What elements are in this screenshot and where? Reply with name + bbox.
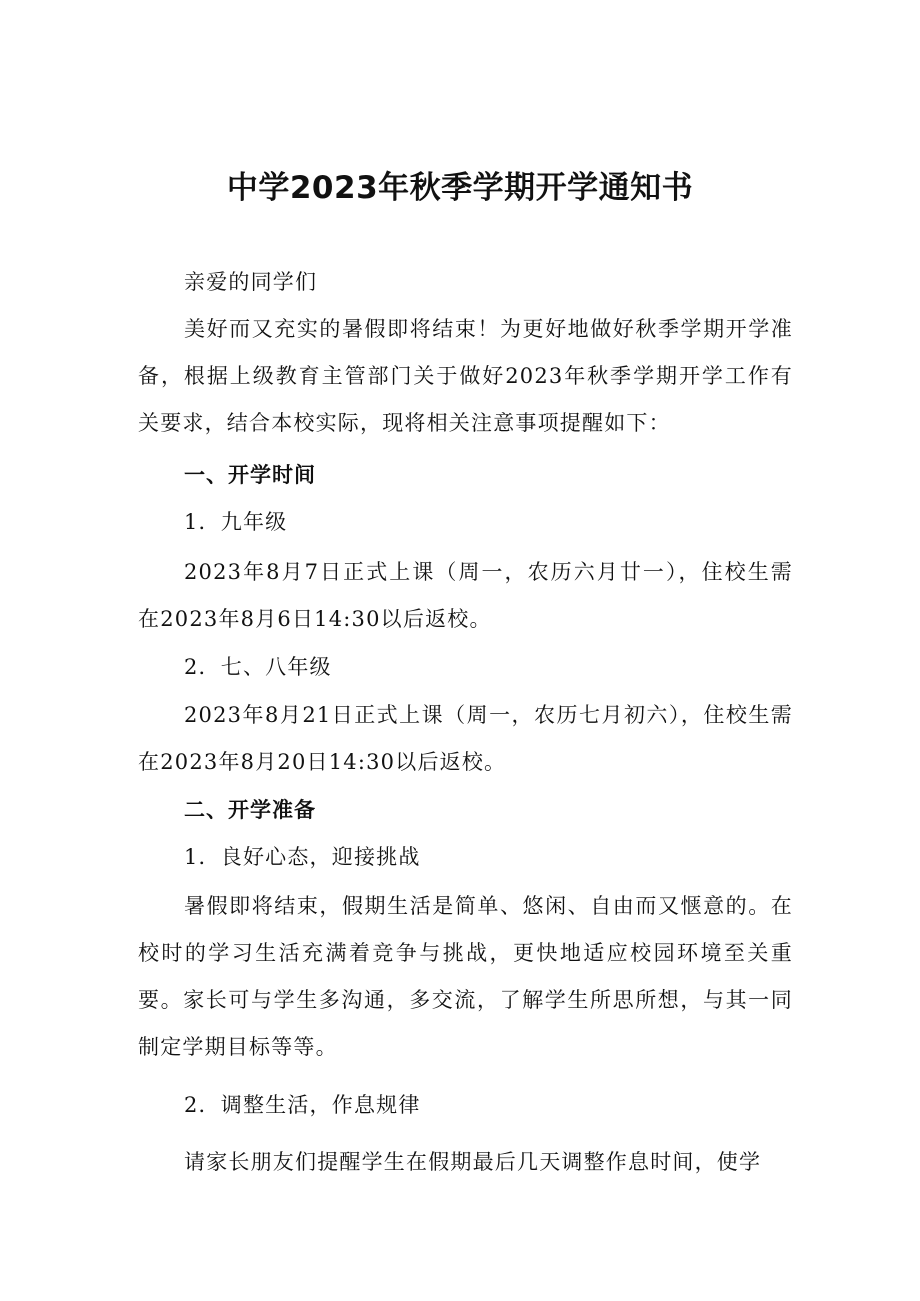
item-grade-nine-text: 2023年8月7日正式上课（周一，农历六月廿一），住校生需在2023年8月6日14:30以后返校。 [138,560,793,631]
item-routine-label: 2．调整生活，作息规律 [184,1093,421,1117]
item-mindset-label: 1．良好心态，迎接挑战 [184,845,421,869]
item-grade-nine-label: 1．九年级 [184,510,288,534]
document-title: 中学2023年秋季学期开学通知书 [226,170,694,206]
item-grade-seven-eight-label: 2．七、八年级 [184,655,332,679]
section-heading-preparation: 二、开学准备 [184,798,316,822]
item-mindset-text: 暑假即将结束，假期生活是简单、悠闲、自由而又惬意的。在校时的学习生活充满着竞争与挑战，更快地适应校园环境至关重要。家长可与学生多沟通，多交流，了解学生所思所想，与其一同制定学期目标等等。 [138,894,793,1059]
intro-paragraph: 美好而又充实的暑假即将结束！为更好地做好秋季学期开学准备，根据上级教育主管部门关于做好2023年秋季学期开学工作有关要求，结合本校实际，现将相关注意事项提醒如下： [138,317,793,435]
item-routine-text: 请家长朋友们提醒学生在假期最后几天调整作息时间，使学 [184,1150,762,1174]
section-heading-schedule: 一、开学时间 [184,463,316,487]
greeting: 亲爱的同学们 [184,270,318,294]
item-grade-seven-eight-text: 2023年8月21日正式上课（周一，农历七月初六），住校生需在2023年8月20日14:30以后返校。 [138,703,793,774]
